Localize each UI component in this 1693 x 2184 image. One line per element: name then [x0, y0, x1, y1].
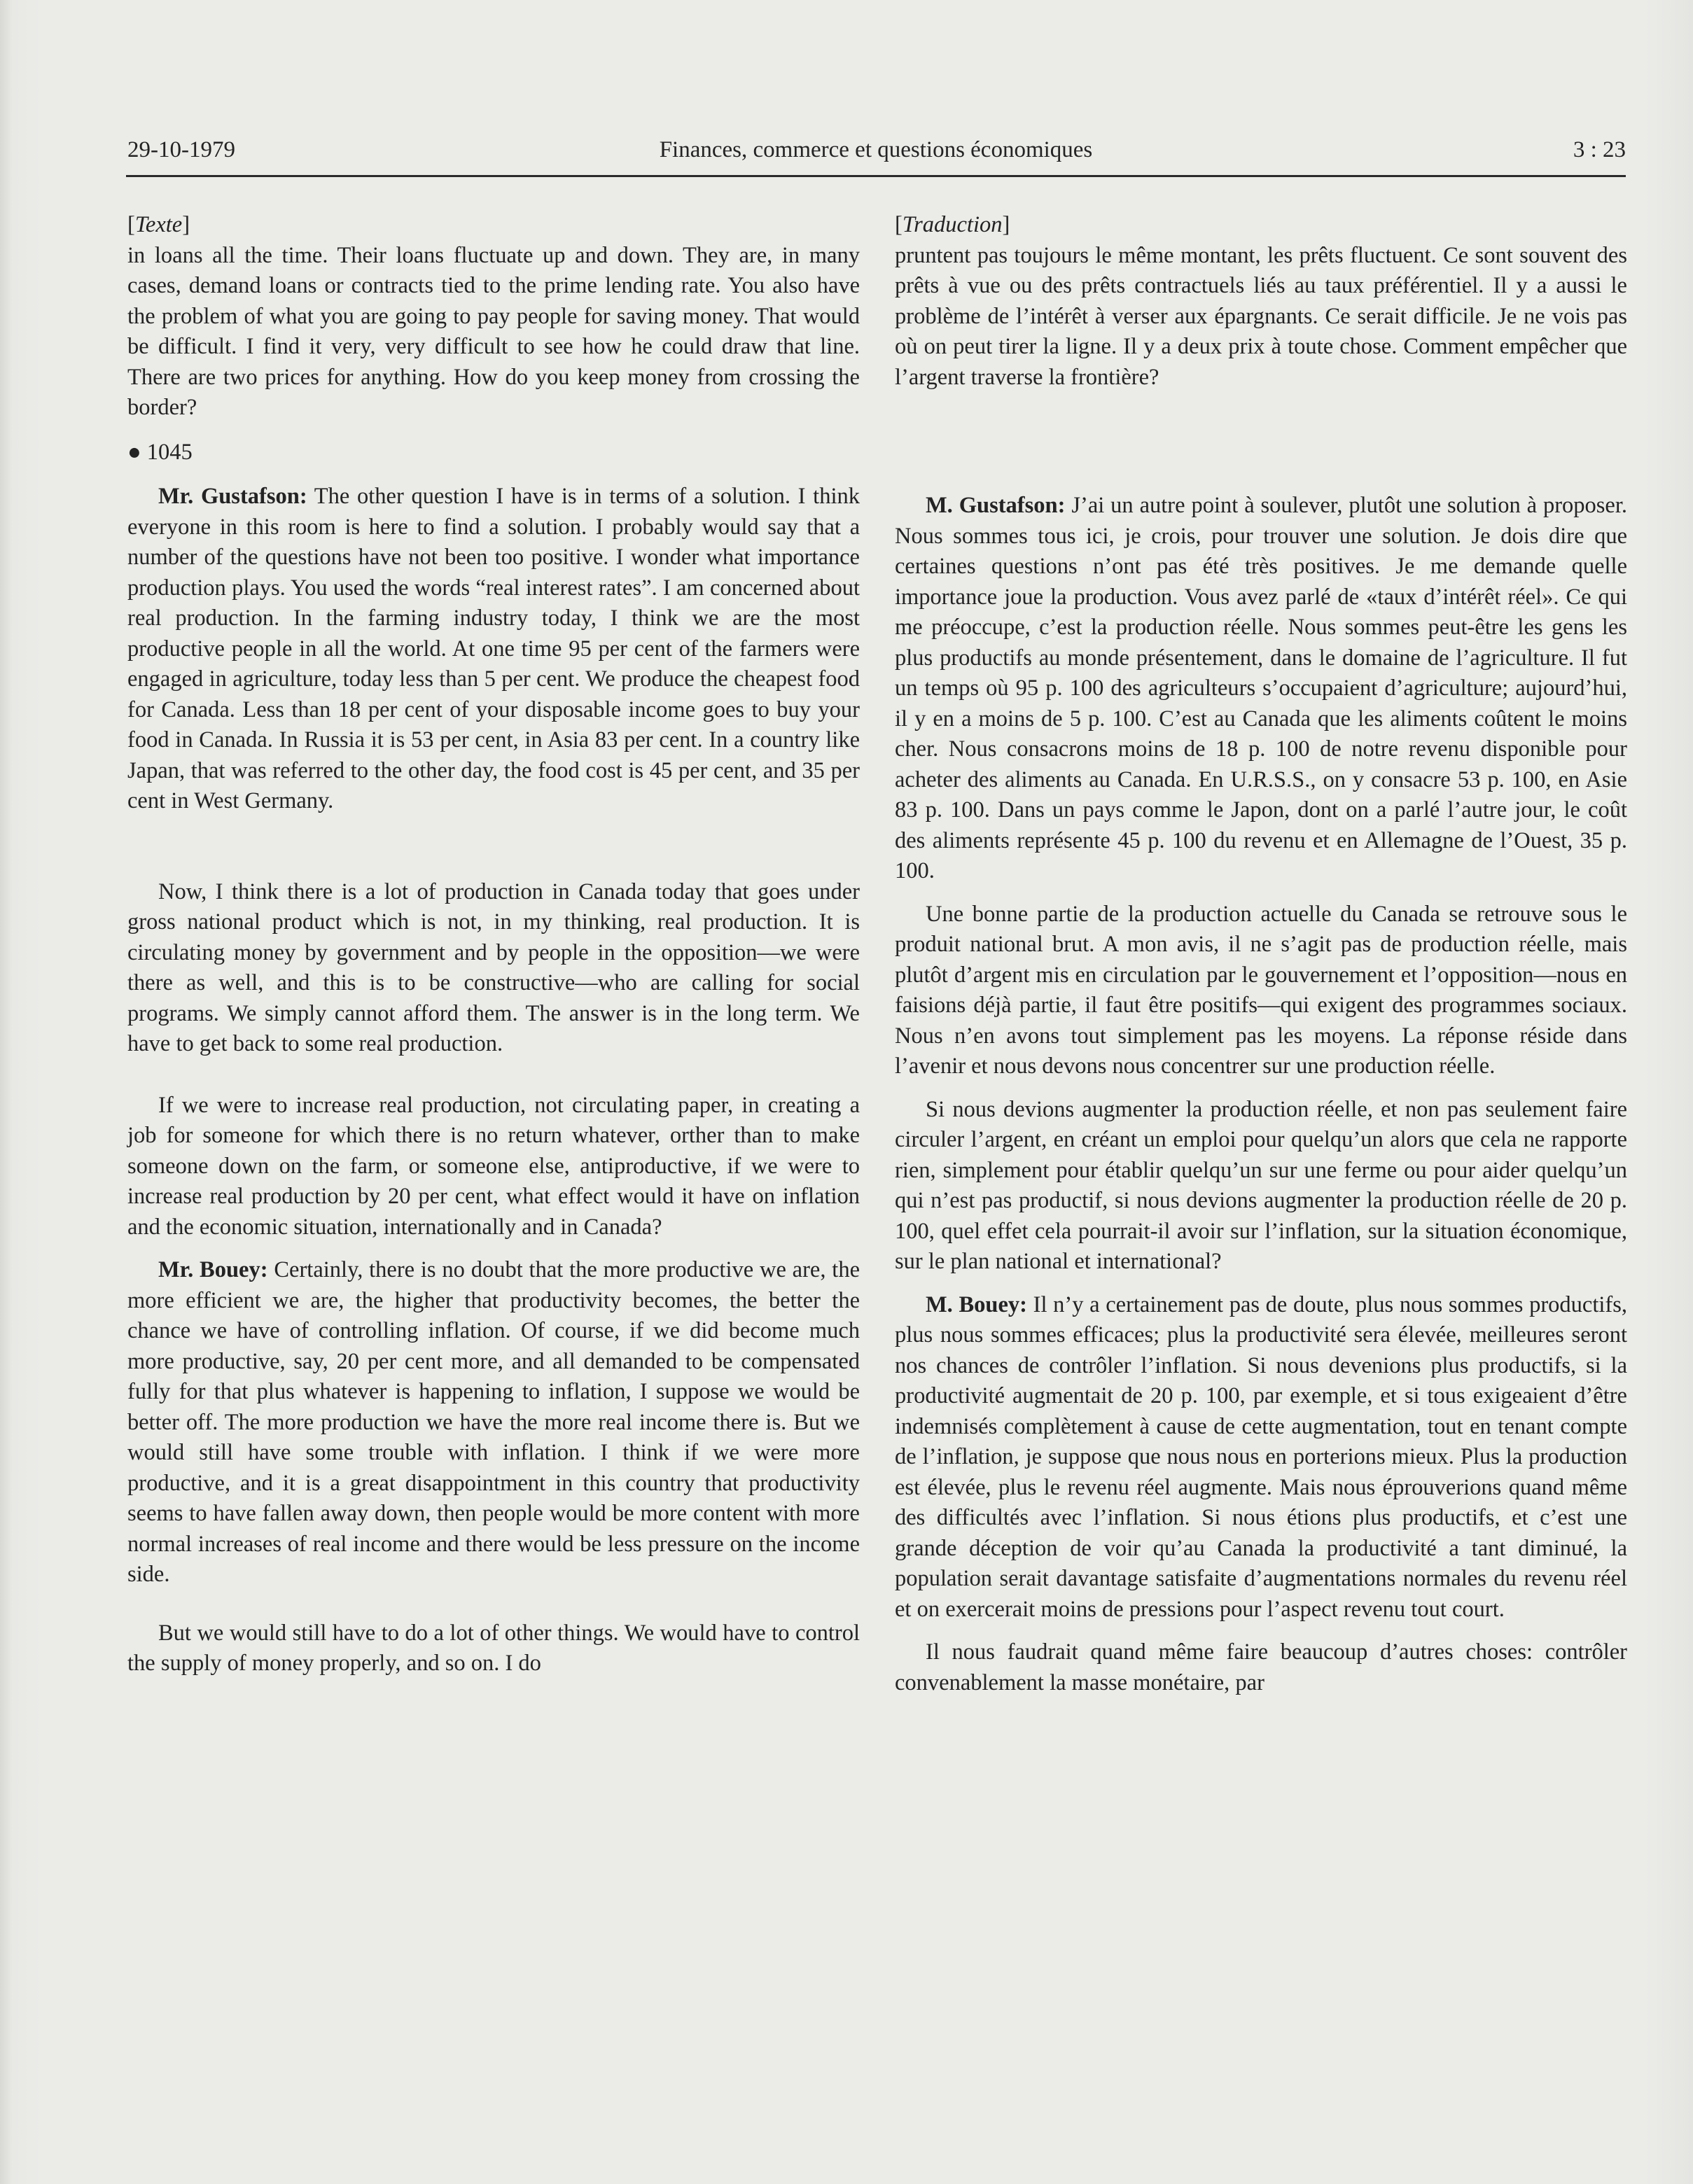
paragraph-gustafson [895, 491, 1627, 887]
speech-text: Certainly, there is no doubt that the more productive we are, the more efficient we are, the higher that productivity becomes, the better the chance we have of controlling inflation. Of course, if we did become much more productive, say, 20 per cent more, and all demanded to be compensated fully for that plus whatever is happening to inflation, I suppose we would be better off. The more production we have the more real income there is. But we would still have some trouble with inflation. I think if we were more productive, and it is a great disappointment in this country that productivity seems to have fallen away down, then people would be more content with more normal increases of real income and there would be less pressure on the income side. [127, 1257, 860, 1587]
paragraph-bouey [127, 1255, 860, 1590]
speaker-name: Mr. Gustafson: [158, 484, 307, 509]
paragraph-bouey [895, 1290, 1627, 1625]
page-header [126, 133, 1626, 177]
bracket-open: [ [895, 212, 903, 237]
language-label [127, 210, 860, 241]
speaker-name: M. Gustafson: [926, 493, 1066, 518]
header-date: 29-10-1979 [127, 137, 235, 162]
paragraph-continuation: in loans all the time. Their loans fluctuate up and down. They are, in many cases, demand loans or contracts tied to the prime lending rate. You also have the problem of what you are going to pay people for saving money. That would be difficult. I find it very, very difficult to see how he could draw that line. There are two prices for anything. How do you keep money from crossing the border? [127, 242, 860, 420]
header-page-number: 3 : 23 [1573, 137, 1626, 162]
speaker-name: M. Bouey: [926, 1292, 1027, 1317]
speech-text: Il n’y a certainement pas de doute, plus nous sommes productifs, plus nous sommes efficaces; plus la productivité sera élevée, meilleures seront nos chances de contrôler l’inflation. Si nous devenions plus productifs, si la productivité augmentait de 20 p. 100, par exemple, et si tous exigeaient d’être indemnisés complètement à cause de cette augmentation, tout en tenant compte de l’inflation, je suppose que nous nous en porterions mieux. Plus la production est élevée, plus le revenu réel augmente. Mais nous éprouverions quand même des difficultés avec l’inflation. Si nous étions plus productifs, et c’est une grande déception de voir qu’au Canada la productivité a tant diminué, la population serait davantage satisfaite d’augmentations normales du revenu réel et on exercerait moins de pressions pour l’aspect revenu tout court. [895, 1292, 1627, 1622]
paragraph-production: Now, I think there is a lot of production in Canada today that goes under gross national product which is not, in my thinking, real production. It is circulating money by government and by people in the opposition—we were there as well, and this is to be constructive—who are calling for social programs. We simply cannot afford them. The answer is in the long term. We have to get back to some real production. [127, 878, 860, 1056]
language-word: Texte [134, 212, 183, 237]
bracket-close: ] [182, 212, 190, 237]
language-word: Traduction [902, 212, 1003, 237]
speaker-name: Mr. Bouey: [158, 1257, 268, 1282]
paragraph-increase: If we were to increase real production, not circulating paper, in creating a job for someone for which there is no return whatever, orther than to make someone down on the farm, or someone else, antiproductive, if we were to increase real production by 20 per cent, what effect would it have on inflation and the economic situation, internationally and in Canada? [127, 1092, 860, 1240]
paragraph-other-things: Il nous faudrait quand même faire beaucoup d’autres choses: contrôler convenablement la masse monétaire, par [895, 1639, 1627, 1695]
english-column [127, 210, 860, 1679]
speech-text: The other question I have is in terms of a solution. I think everyone in this room is here to find a solution. I probably would say that a number of the questions have not been too positive. I wonder what importance production plays. You used the words “real interest rates”. I am concerned about real production. In the farming industry today, I think we are the most productive people in all the world. At one time 95 per cent of the farmers were engaged in agriculture, today less than 5 per cent. We produce the cheapest food for Canada. Less than 18 per cent of your disposable income goes to buy your food in Canada. In Russia it is 53 per cent, in Asia 83 per cent. In a country like Japan, that was referred to the other day, the food cost is 45 per cent, and 35 per cent in West Germany. [127, 484, 860, 813]
paragraph-other-things: But we would still have to do a lot of other things. We would have to control the supply of money properly, and so on. I do [127, 1620, 860, 1676]
french-column [895, 210, 1627, 1698]
timestamp: ● 1045 [127, 439, 193, 465]
paragraph-continuation: pruntent pas toujours le même montant, les prêts fluctuent. Ce sont souvent des prêts à vue ou des prêts contractuels liés au taux préférentiel. Il y a aussi le problème de l’intérêt à verser aux épargnants. Ce serait difficile. Je ne vois pas où on peut tirer la ligne. Il y a deux prix à toute chose. Comment empêcher que l’argent traverse la frontière? [895, 242, 1627, 390]
header-title: Finances, commerce et questions économiques [659, 137, 1093, 162]
bracket-open: [ [127, 212, 135, 237]
paragraph-production: Une bonne partie de la production actuelle du Canada se retrouve sous le produit national brut. A mon avis, il ne s’agit pas de production réelle, mais plutôt d’argent mis en circulation par le gouvernement et l’opposition—nous en faisions déjà partie, il faut être positifs—qui exigent des programmes sociaux. Nous n’en avons tout simplement pas les moyens. La réponse réside dans l’avenir et nous devons nous concentrer sur une production réelle. [895, 901, 1627, 1079]
paragraph-gustafson [127, 482, 860, 817]
paragraph-increase: Si nous devions augmenter la production réelle, et non pas seulement faire circuler l’argent, en créant un emploi pour quelqu’un alors que cela ne rapporte rien, simplement pour établir quelqu’un sur une ferme ou pour aider quelqu’un qui n’est pas productif, si nous devions augmenter la production réelle de 20 p. 100, quel effet cela pourrait-il avoir sur l’inflation, sur la situation économique, sur le plan national et international? [895, 1096, 1627, 1274]
language-label [895, 210, 1627, 241]
speech-text: J’ai un autre point à soulever, plutôt une solution à proposer. Nous sommes tous ici, je crois, pour trouver une solution. Je dois dire que certaines questions n’ont pas été très positives. Je me demande quelle importance joue la production. Vous avez parlé de «taux d’intérêt réel». Ce qui me préoccupe, c’est la production réelle. Nous sommes peut-être les gens les plus productifs au monde présentement, dans le domaine de l’agriculture. Il fut un temps où 95 p. 100 des agriculteurs s’occupaient d’agriculture; aujourd’hui, il y en a moins de 5 p. 100. C’est au Canada que les aliments coûtent le moins cher. Nous consacrons moins de 18 p. 100 de notre revenu disponible pour acheter des aliments au Canada. En U.R.S.S., on y consacre 53 p. 100, en Asie 83 p. 100. Dans un pays comme le Japon, dont on a parlé l’autre jour, le coût des aliments représente 45 p. 100 du revenu et en Allemagne de l’Ouest, 35 p. 100. [895, 493, 1628, 883]
bracket-close: ] [1002, 212, 1010, 237]
